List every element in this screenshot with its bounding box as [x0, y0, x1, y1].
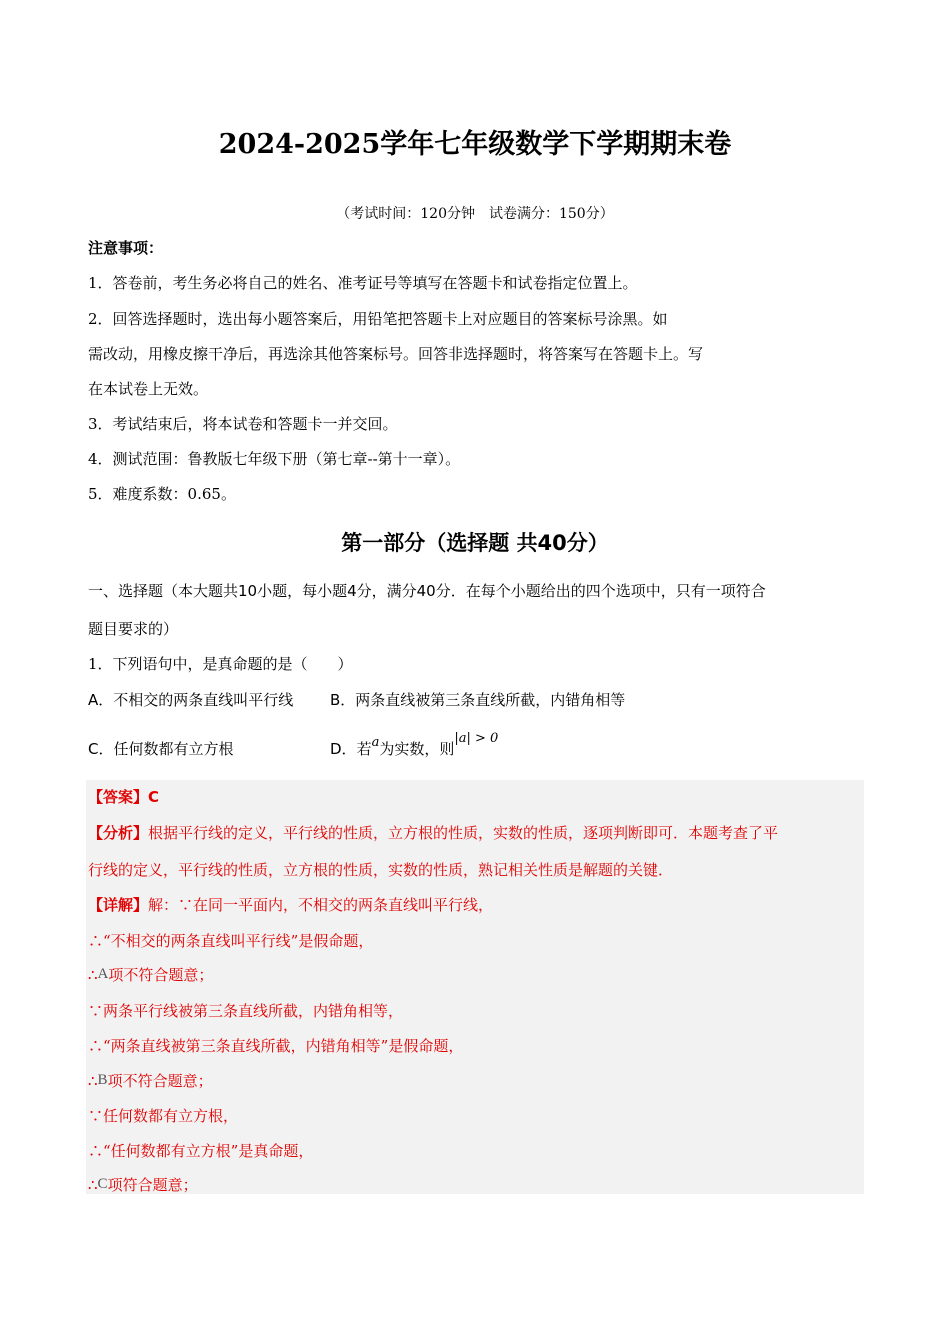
detail-text-9: 项符合题意； — [107, 1176, 198, 1194]
option-b-text: 两条直线被第三条直线所截，内错角相等 — [355, 691, 626, 709]
option-c-text: 任何数都有立方根 — [113, 740, 234, 758]
option-b — [330, 689, 625, 710]
detail-text-6: 项不符合题意； — [107, 1072, 213, 1090]
note-item-4: 4．测试范围：鲁教版七年级下册（第七章--第十一章）。 — [88, 450, 461, 468]
detail-line-4: ∵两条平行线被第三条直线所截，内错角相等， — [88, 1002, 404, 1020]
option-a-letter: A． — [88, 691, 114, 709]
detail-line-2: ∴“不相交的两条直线叫平行线”是假命题， — [88, 932, 374, 950]
analysis-text-1: 根据平行线的定义，平行线的性质，立方根的性质，实数的性质，逐项判断即可．本题考查了平 — [148, 824, 779, 842]
detail-tag: 【详解】 — [88, 896, 149, 914]
therefore-symbol: ∴ — [88, 966, 98, 984]
analysis-line-2: 行线的定义，平行线的性质，立方根的性质，实数的性质，熟记相关性质是解题的关键． — [88, 861, 674, 879]
detail-line-1 — [88, 894, 493, 915]
detail-text-1: 解：∵在同一平面内，不相交的两条直线叫平行线， — [148, 896, 494, 914]
detail-line-3 — [88, 964, 213, 985]
notes-heading: 注意事项： — [88, 239, 164, 257]
section-instruction: 一、选择题（本大题共10小题，每小题4分，满分40分．在每个小题给出的四个选项中，只有一项符合 — [88, 582, 766, 600]
detail-text-3: 项不符合题意； — [108, 966, 214, 984]
option-c-letter: C． — [88, 740, 114, 758]
option-letter-c: C — [97, 1176, 108, 1192]
option-c — [88, 738, 234, 759]
option-d-text-1: 若 — [356, 740, 372, 758]
option-a-text: 不相交的两条直线叫平行线 — [113, 691, 294, 709]
option-d-text-2: 为实数，则 — [379, 740, 455, 758]
question-stem: 1．下列语句中，是真命题的是（ ） — [88, 655, 353, 673]
detail-line-5: ∴“两条直线被第三条直线所截，内错角相等”是假命题， — [88, 1037, 464, 1055]
option-d-variable: a — [371, 735, 380, 750]
note-item-5: 5．难度系数：0.65。 — [88, 485, 236, 503]
option-d-math: |a| > 0 — [454, 731, 499, 746]
option-letter-b: B — [97, 1072, 108, 1088]
detail-line-8: ∴“任何数都有立方根”是真命题， — [88, 1142, 314, 1160]
part-title: 第一部分（选择题 共40分） — [341, 531, 609, 555]
note-item-3: 3．考试结束后，将本试卷和答题卡一并交回。 — [88, 415, 398, 433]
exam-title: 2024-2025学年七年级数学下学期期末卷 — [218, 129, 732, 160]
therefore-symbol: ∴ — [88, 1072, 98, 1090]
note-item-1: 1．答卷前，考生务必将自己的姓名、准考证号等填写在答题卡和试卷指定位置上。 — [88, 274, 638, 292]
option-d — [330, 731, 499, 759]
section-instruction-cont: 题目要求的） — [88, 620, 179, 638]
option-a — [88, 689, 293, 710]
exam-subtitle: （考试时间：120分钟 试卷满分：150分） — [336, 206, 614, 222]
analysis-tag: 【分析】 — [88, 824, 149, 842]
option-d-letter: D． — [330, 740, 357, 758]
detail-line-7: ∵任何数都有立方根， — [88, 1107, 239, 1125]
answer-line — [88, 786, 159, 807]
detail-line-9 — [88, 1174, 198, 1195]
detail-line-6 — [88, 1070, 213, 1091]
therefore-symbol: ∴ — [88, 1176, 98, 1194]
option-letter-a: A — [97, 966, 109, 982]
option-b-letter: B． — [330, 691, 356, 709]
note-item-2: 2．回答选择题时，选出每小题答案后，用铅笔把答题卡上对应题目的答案标号涂黑。如 — [88, 310, 668, 328]
analysis-line-1 — [88, 822, 778, 843]
answer-tag: 【答案】C — [88, 788, 160, 806]
note-item-2-cont: 需改动，用橡皮擦干净后，再选涂其他答案标号。回答非选择题时，将答案写在答题卡上。写 — [88, 345, 704, 363]
note-item-2-end: 在本试卷上无效。 — [88, 380, 209, 398]
